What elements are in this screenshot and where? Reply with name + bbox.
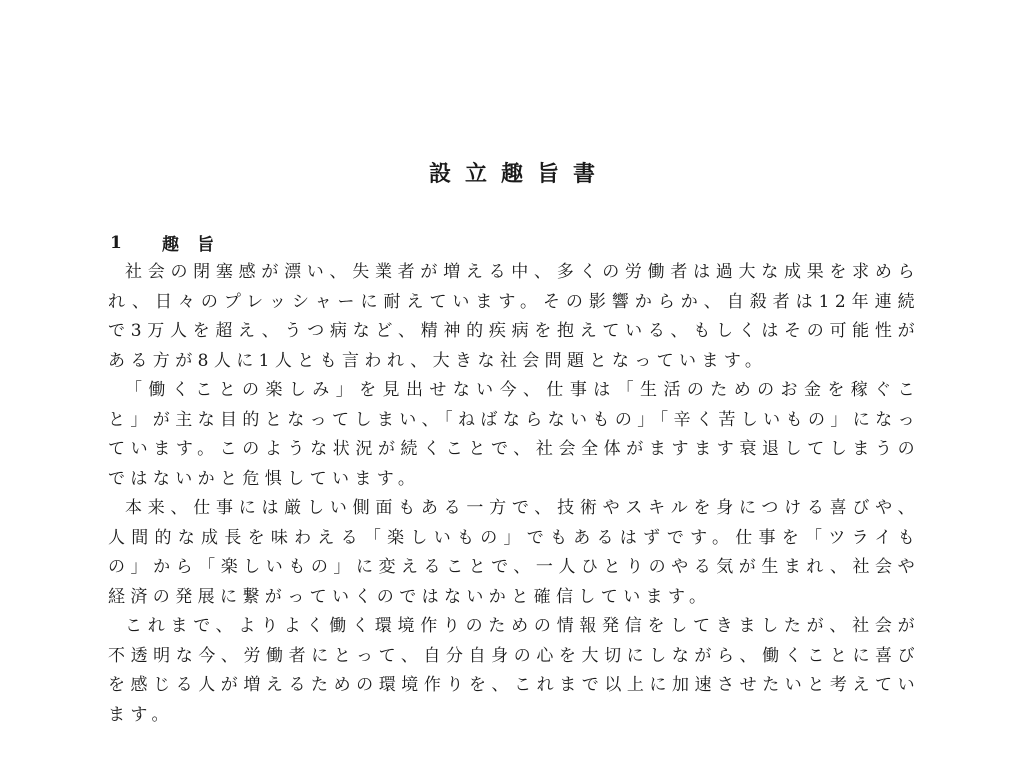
document-title: 設立趣旨書 <box>428 162 609 187</box>
body-text <box>108 258 920 730</box>
section-heading <box>110 230 232 255</box>
paragraph: 社会の閉塞感が漂い、失業者が増える中、多くの労働者は過大な成果を求められ、日々のプレッシャーに耐えています。その影響からか、自殺者は12年連続で3万人を超え、うつ病など、精神的疾病を抱えている、もしくはその可能性がある方が8人に1人とも言われ、大きな社会問題となっています。 <box>108 262 920 371</box>
section-number: 1 <box>110 232 122 253</box>
paragraph: これまで、よりよく働く環境作りのための情報発信をしてきましたが、社会が不透明な今、労働者にとって、自分自身の心を大切にしながら、働くことに喜びを感じる人が増えるための環境作りを、これまで以上に加速させたいと考えています。 <box>108 616 920 725</box>
paragraph: 「働くことの楽しみ」を見出せない今、仕事は「生活のためのお金を稼ぐこと」が主な目的となってしまい、「ねばならないもの」「辛く苦しいもの」になっています。このような状況が続くことで、社会全体がますます衰退してしまうのではないかと危惧しています。 <box>108 380 920 489</box>
section-label: 趣旨 <box>162 235 232 255</box>
paragraph: 本来、仕事には厳しい側面もある一方で、技術やスキルを身につける喜びや、人間的な成長を味わえる「楽しいもの」でもあるはずです。仕事を「ツライもの」から「楽しいもの」に変えることで、一人ひとりのやる気が生まれ、社会や経済の発展に繋がっていくのではないかと確信しています。 <box>108 498 920 607</box>
